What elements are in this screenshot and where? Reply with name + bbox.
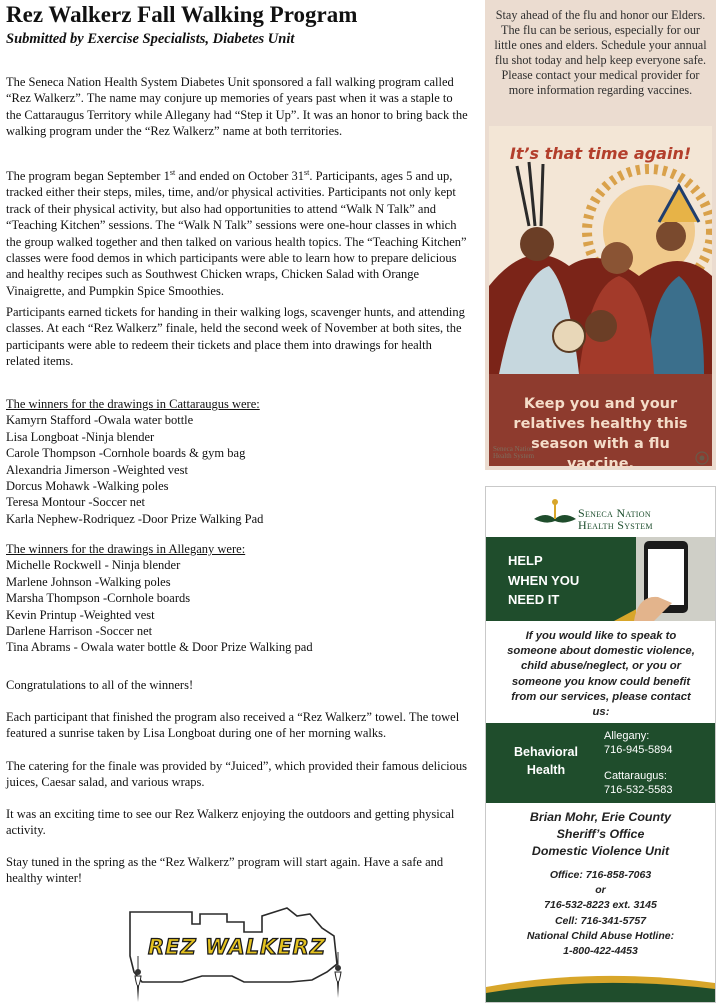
article-subtitle: Submitted by Exercise Specialists, Diabetes Unit [6,31,295,47]
logo-text: REZ WALKERZ [147,935,327,959]
flu-message: Stay ahead of the flu and honor our Elders. The flu can be serious, especially for our little ones and elders. Schedule your annual flu shot today and help keep everyone safe. Please contact your medical provider for more information regarding vaccines. [494,8,707,97]
rez-walkerz-logo [122,906,352,1007]
cattaraugus-heading: The winners for the drawings in Cattaraugus were: [6,397,260,411]
behavioral-health-label: Behavioral Health [514,745,578,777]
alt-phone[interactable]: 716-532-8223 ext. 3145 [544,899,657,912]
list-item: Kevin Printup -Weighted vest [6,607,155,622]
left-feather-icon [135,956,141,1002]
office-phone[interactable]: Office: 716-858-7063 [549,869,652,881]
help-banner [486,537,715,621]
phone-icon [594,537,715,621]
flu-org-mark: Seneca Nation Health System [493,445,535,460]
snhs-logo [486,495,715,531]
hotline-phone[interactable]: 1-800-422-4453 [563,945,638,958]
allegany-phone[interactable]: 716-945-5894 [604,744,673,756]
sheriff-office: Brian Mohr, Erie County Sheriff’s Office Domestic Violence Unit [529,810,672,858]
list-item: Teresa Montour -Soccer net [6,495,146,510]
article [6,0,468,886]
hotline-label: National Child Abuse Hotline: [526,929,675,942]
list-item: Marlene Johnson -Walking poles [6,574,171,589]
article-title: Rez Walkerz Fall Walking Program [6,2,358,27]
help-blurb: If you would like to speak to someone about domestic violence, child abuse/neglect, or you or someone you know could benefit from our services, please contact us: [507,630,695,719]
flu-illustration [489,126,712,374]
list-item: Alexandria Jimerson -Weighted vest [6,462,188,477]
allegany-heading: The winners for the drawings in Allegany were: [6,542,246,556]
exciting-paragraph: It was an exciting time to see our Rez Walkerz enjoying the outdoors and getting physical activity. [6,807,455,838]
flu-headline: It’s that time again! [509,144,692,163]
help-title: HELP WHEN YOU NEED IT [508,553,580,607]
sheriff-contacts: Office: 716-858-7063 or 716-532-8223 ext. 3145 Cell: 716-341-5757 National Child Abuse Hotline: 1-800-422-4453 [486,868,715,959]
behavioral-health-band [486,723,715,803]
flu-tagline: Keep you and your relatives healthy this season with a flu vaccine. [513,396,688,472]
snhs-name: Seneca Nation Health System [578,506,653,532]
towel-paragraph: Each participant that finished the program also received a “Rez Walkerz” towel. The towel featured a sunrise taken by Lisa Longboat during one of her morning walks. [6,710,460,741]
tickets-paragraph: Participants earned tickets for handing in their walking logs, scavenger hunts, and attending classes. At each “Rez Walkerz” finale, held the second week of November at both sites, the participants were able to redeem their tickets and place them into drawings for health related items. [6,305,465,369]
list-item: Carole Thompson -Cornhole boards & gym bag [6,446,246,461]
help-ad [485,486,716,1003]
cell-phone[interactable]: Cell: 716-341-5757 [554,914,647,927]
list-item: Darlene Harrison -Soccer net [6,624,153,639]
footer-swoosh [486,957,715,1003]
list-item: Michelle Rockwell - Ninja blender [6,558,181,573]
list-item: Tina Abrams - Owala water bottle & Door Prize Walking pad [6,640,313,655]
list-item: Dorcus Mohawk -Walking poles [6,479,169,494]
allegany-winners [6,541,468,656]
program-paragraph: The program began September 1st and ended on October 31st. Participants, ages 5 and up, tracked either their steps, miles, time, and/or physical activities. Participants not only kept track of their physical activity, but also had opportunities to attend “Walk N Talk” and “Teaching Kitchen” sessions. The “Walk N Talk” sessions were one-hour classes in which the group walked together and then talked on various health topics. The “Teaching Kitchen” classes were food demos in which participants were able to learn how to prepare delicious and healthy recipes such as Southwest Chicken wraps, Chicken Salad with Orange Vinaigrette, and Pumpkin Spice Smoothies. [6,167,467,298]
allegany-contact: Allegany: 716-945-5894 [604,730,673,756]
list-item: Lisa Longboat -Ninja blender [6,429,155,444]
list-item: Kamyrn Stafford -Owala water bottle [6,413,194,428]
congrats-paragraph: Congratulations to all of the winners! [6,678,194,692]
list-item: Marsha Thompson -Cornhole boards [6,591,191,606]
catering-paragraph: The catering for the finale was provided by “Juiced”, which provided their famous delicious juices, Caesar salad, and various wraps. [6,759,467,790]
cattaraugus-phone[interactable]: 716-532-5583 [604,784,673,796]
flu-vaccine-ad [485,0,716,470]
intro-paragraph: The Seneca Nation Health System Diabetes Unit sponsored a fall walking program called “Rez Walkerz”. The name may conjure up memories of years past when it was a staple to the Cattaraugus Territory while Allegany had “Step it Up”. It was an honor to bring back the walking program under the “Rez Walkerz” name at both territories. [6,75,468,139]
snhs-leaf-icon [532,497,578,527]
seal-icon [695,451,709,465]
cattaraugus-winners [6,396,468,527]
list-item: Karla Nephew-Rodriquez -Door Prize Walking Pad [6,511,264,526]
stay-tuned-paragraph: Stay tuned in the spring as the “Rez Walkerz” program will start again. Have a safe and healthy winter! [6,855,444,886]
cattaraugus-contact: Cattaraugus: 716-532-5583 [604,770,673,796]
